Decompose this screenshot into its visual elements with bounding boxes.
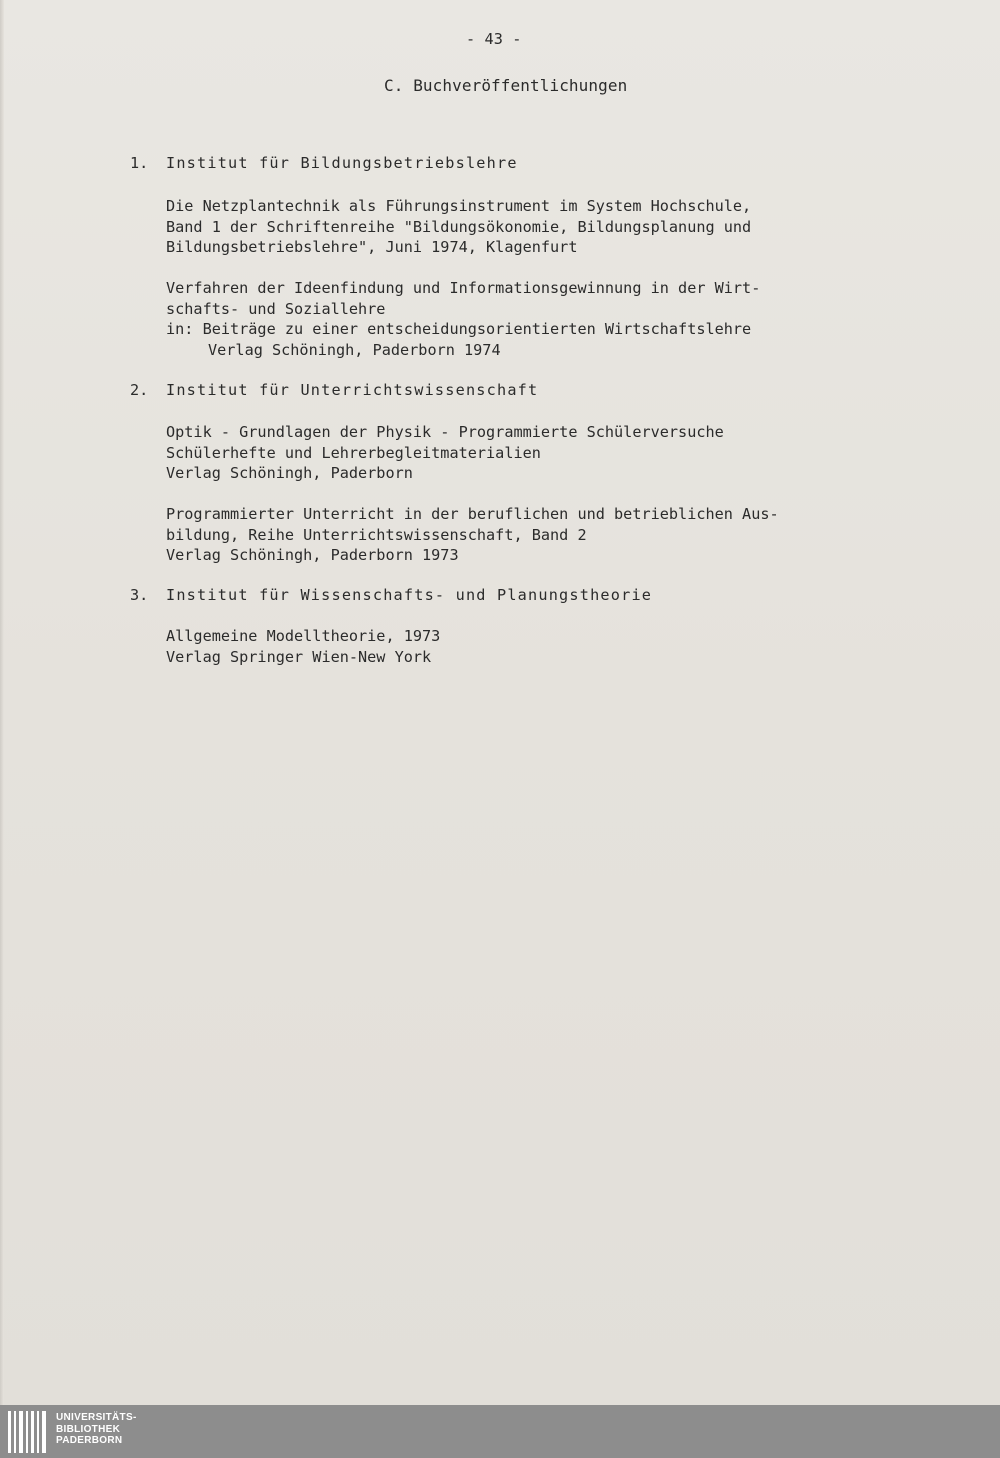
section-number: 3. (130, 586, 149, 604)
entry-line: Verlag Schöningh, Paderborn 1973 (166, 546, 459, 564)
entry-line: schafts- und Soziallehre (166, 299, 386, 318)
entry-line: Verfahren der Ideenfindung und Informationsgewinnung in der Wirt- (166, 279, 761, 297)
logo-line: PADERBORN (56, 1435, 123, 1446)
entry-line: Bildungsbetriebslehre", Juni 1974, Klagenfurt (166, 238, 578, 256)
entry-line: Verlag Springer Wien-New York (166, 647, 432, 666)
section-title: Institut für Unterrichtswissenschaft (166, 381, 539, 399)
logo-line: UNIVERSITÄTS- (56, 1412, 137, 1423)
publication-entry (166, 504, 779, 566)
entry-line: Allgemeine Modelltheorie, 1973 (166, 627, 441, 645)
section-title: Institut für Wissenschafts- und Planungstheorie (166, 586, 653, 604)
section-number: 1. (130, 154, 149, 172)
entry-line: Verlag Schöningh, Paderborn (166, 464, 413, 482)
entry-line: Optik - Grundlagen der Physik - Programmierte Schülerversuche (166, 423, 724, 441)
library-logo-text (56, 1412, 137, 1447)
entry-line: Band 1 der Schriftenreihe "Bildungsökonomie, Bildungsplanung und (166, 217, 752, 236)
logo-line: BIBLIOTHEK (56, 1423, 121, 1435)
section-heading (0, 153, 1000, 175)
entry-line: Die Netzplantechnik als Führungsinstrument im System Hochschule, (166, 197, 752, 215)
publication-entry (166, 196, 751, 258)
publication-entry (166, 626, 440, 667)
section-number: 2. (130, 381, 149, 399)
library-barcode-logo-icon (8, 1411, 48, 1453)
page-edge-shadow (0, 0, 4, 1405)
section-title: Institut für Bildungsbetriebslehre (166, 154, 518, 172)
library-footer-bar (0, 1405, 1000, 1458)
entry-line: Programmierter Unterricht in der beruflichen und betrieblichen Aus- (166, 505, 779, 523)
entry-line: bildung, Reihe Unterrichtswissenschaft, Band 2 (166, 525, 587, 544)
entry-line: in: Beiträge zu einer entscheidungsorientierten Wirtschaftslehre (166, 320, 752, 338)
page-number: - 43 - (466, 30, 522, 48)
entry-line: Schülerhefte und Lehrerbegleitmaterialien (166, 443, 541, 462)
publication-entry (166, 422, 724, 484)
publication-entry (166, 278, 760, 360)
chapter-heading: C. Buchveröffentlichungen (384, 76, 628, 95)
section-heading (0, 585, 1000, 607)
section-heading (0, 380, 1000, 402)
entry-line: Verlag Schöningh, Paderborn 1974 (208, 340, 501, 359)
